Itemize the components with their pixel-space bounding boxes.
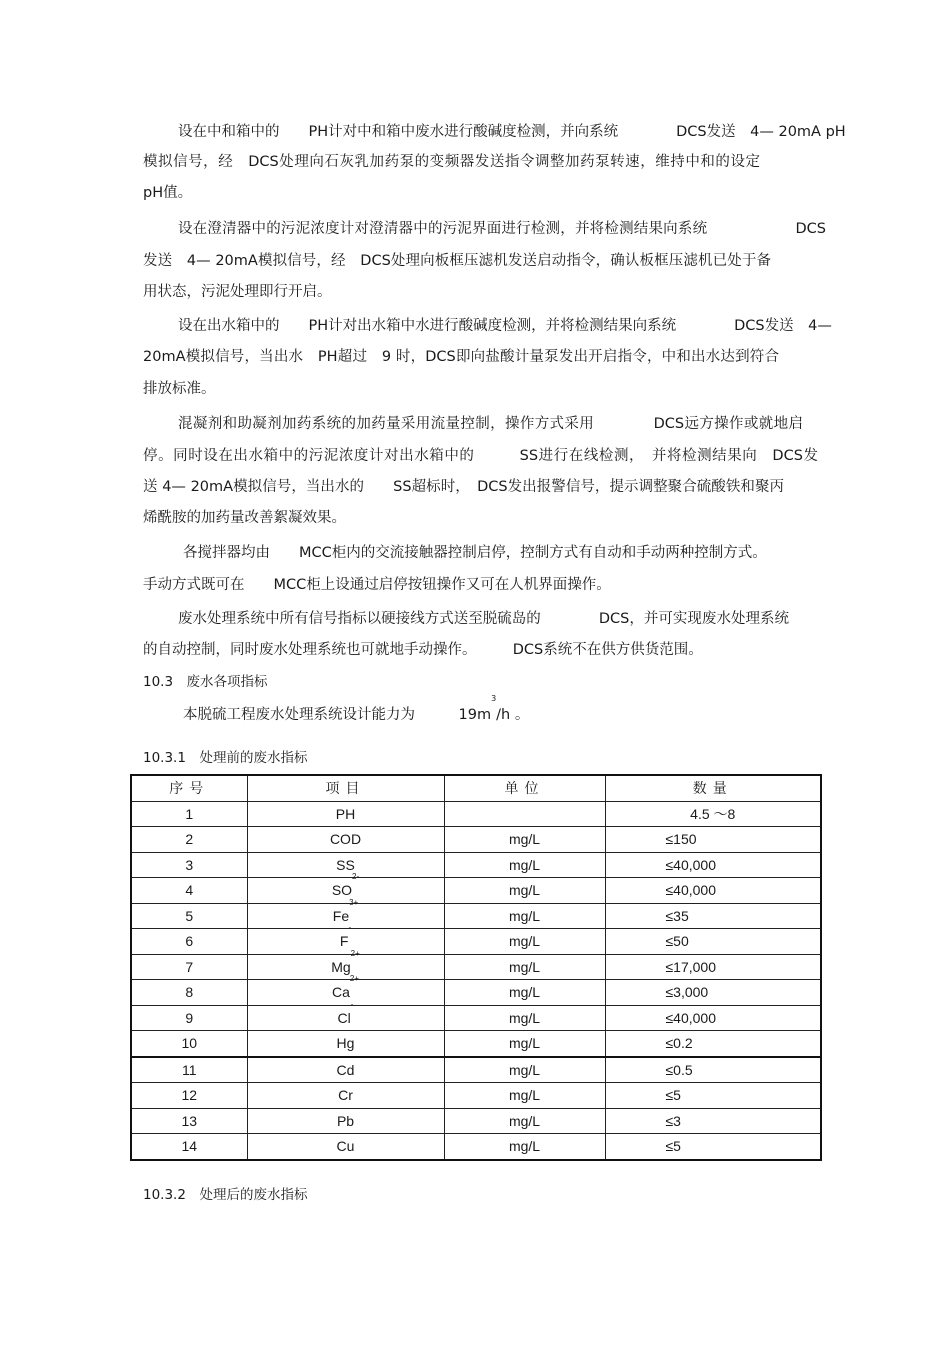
capacity-unit: /h 。 <box>496 707 530 723</box>
paragraph-2-line-3: 用状态，污泥处理即行开启。 <box>143 284 332 300</box>
cell-item <box>247 897 444 929</box>
cell-unit: mg/L <box>444 1108 605 1134</box>
table-row <box>131 903 821 929</box>
cell-no: 2 <box>131 827 247 853</box>
wastewater-indicator-table <box>130 774 822 1161</box>
cell-item <box>247 1108 444 1134</box>
cell-no: 3 <box>131 852 247 878</box>
cell-unit <box>444 801 605 827</box>
cell-no: 11 <box>131 1057 247 1083</box>
cell-qty: ≤40,000 <box>605 852 821 878</box>
item-charge: 2+ <box>350 948 360 958</box>
cell-qty: ≤17,000 <box>605 954 821 980</box>
table-row <box>131 1134 821 1160</box>
cell-item <box>247 1083 444 1109</box>
table-row <box>131 929 821 955</box>
header-item: 项目 <box>247 775 444 801</box>
cell-no: 8 <box>131 980 247 1006</box>
paragraph-4-line-4: 烯酰胺的加药量改善絮凝效果。 <box>143 510 346 526</box>
table-row <box>131 1005 821 1031</box>
cell-unit: mg/L <box>444 929 605 955</box>
item-charge: - <box>350 999 354 1009</box>
paragraph-4-line-2: 停。同时设在出水箱中的污泥浓度计对出水箱中的 SS进行在线检测， 并将检测结果向 DCS发 <box>143 448 818 464</box>
cell-unit: mg/L <box>444 1057 605 1083</box>
subsection-heading-1: 10.3.1 处理前的废水指标 <box>143 750 308 766</box>
section-heading: 10.3 废水各项指标 <box>143 674 268 690</box>
cell-no: 13 <box>131 1108 247 1134</box>
cell-item <box>247 801 444 827</box>
table-row <box>131 878 821 904</box>
cell-item <box>247 1057 444 1083</box>
cell-qty: ≤40,000 <box>605 1005 821 1031</box>
item-charge: 2+ <box>349 974 360 984</box>
table-row <box>131 801 821 827</box>
cell-unit: mg/L <box>444 1005 605 1031</box>
table-row <box>131 827 821 853</box>
table-row <box>131 1108 821 1134</box>
paragraph-1-line-2: 模拟信号，经 DCS处理向石灰乳加药泵的变频器发送指令调整加药泵转速，维持中和的设定 <box>143 154 760 170</box>
cell-qty: ≤50 <box>605 929 821 955</box>
item-charge: - <box>348 923 352 933</box>
cell-qty: ≤3,000 <box>605 980 821 1006</box>
item-charge: 2- <box>352 872 360 882</box>
cell-no: 6 <box>131 929 247 955</box>
cell-unit: mg/L <box>444 980 605 1006</box>
cell-no: 14 <box>131 1134 247 1160</box>
cell-item <box>247 948 444 980</box>
cell-item <box>247 923 444 955</box>
item-symbol: PH <box>335 805 356 822</box>
paragraph-4-line-3: 送 4— 20mA模拟信号，当出水的 SS超标时， DCS发出报警信号，提示调整聚合硫酸铁和聚丙 <box>143 479 784 495</box>
cell-no: 10 <box>131 1031 247 1057</box>
item-symbol: Cr <box>338 1087 353 1104</box>
cell-no: 5 <box>131 903 247 929</box>
subsection-heading-2: 10.3.2 处理后的废水指标 <box>143 1187 308 1203</box>
item-symbol: Ca <box>331 984 350 1001</box>
table-row <box>131 852 821 878</box>
cell-qty: ≤0.2 <box>605 1031 821 1057</box>
header-qty: 数量 <box>605 775 821 801</box>
item-symbol: COD <box>329 831 362 848</box>
cell-qty: ≤35 <box>605 903 821 929</box>
table-header-row <box>131 775 821 801</box>
cell-no: 1 <box>131 801 247 827</box>
paragraph-2-line-2: 发送 4— 20mA模拟信号，经 DCS处理向板框压滤机发送启动指令，确认板框压滤机已处于备 <box>143 253 771 269</box>
paragraph-3-line-3: 排放标准。 <box>143 381 216 397</box>
cell-qty: ≤0.5 <box>605 1057 821 1083</box>
paragraph-4-line-1: 混凝剂和助凝剂加药系统的加药量采用流量控制，操作方式采用 DCS远方操作或就地启 <box>178 416 803 432</box>
header-unit: 单位 <box>444 775 605 801</box>
paragraph-3-line-2: 20mA模拟信号，当出水 PH超过 9 时，DCS即向盐酸计量泵发出开启指令，中和出水达到符合 <box>143 349 779 365</box>
cell-no: 12 <box>131 1083 247 1109</box>
cell-qty: ≤3 <box>605 1108 821 1134</box>
item-symbol: Cl <box>337 1009 351 1026</box>
table-row <box>131 980 821 1006</box>
capacity-superscript: 3 <box>491 694 497 703</box>
cell-unit: mg/L <box>444 1083 605 1109</box>
paragraph-2-line-1: 设在澄清器中的污泥浓度计对澄清器中的污泥界面进行检测，并将检测结果向系统 DCS <box>178 221 826 237</box>
cell-unit: mg/L <box>444 852 605 878</box>
cell-qty: ≤5 <box>605 1083 821 1109</box>
paragraph-6-line-2: 的自动控制，同时废水处理系统也可就地手动操作。 DCS系统不在供方供货范围。 <box>143 642 703 658</box>
header-no: 序号 <box>131 775 247 801</box>
item-symbol: SO <box>331 882 353 899</box>
cell-unit: mg/L <box>444 903 605 929</box>
capacity-label: 本脱硫工程废水处理系统设计能力为 19m <box>183 707 492 723</box>
paragraph-1-line-3: pH值。 <box>143 185 193 201</box>
item-symbol: Fe <box>332 907 350 924</box>
cell-item <box>247 1134 444 1160</box>
cell-unit: mg/L <box>444 878 605 904</box>
cell-no: 4 <box>131 878 247 904</box>
cell-no: 7 <box>131 954 247 980</box>
paragraph-5-line-2: 手动方式既可在 MCC柜上设通过启停按钮操作又可在人机界面操作。 <box>143 577 611 593</box>
cell-no: 9 <box>131 1005 247 1031</box>
table-row <box>131 1031 821 1057</box>
item-charge: 3+ <box>349 897 359 907</box>
item-symbol: Cd <box>336 1061 355 1078</box>
item-symbol: Cu <box>336 1138 355 1155</box>
table-row <box>131 954 821 980</box>
paragraph-1-line-1: 设在中和箱中的 PH计对中和箱中废水进行酸碱度检测，并向系统 DCS发送 4— 20mA pH <box>178 124 846 140</box>
cell-qty: ≤5 <box>605 1134 821 1160</box>
cell-unit: mg/L <box>444 827 605 853</box>
item-symbol: Hg <box>336 1035 355 1052</box>
cell-item <box>247 999 444 1031</box>
paragraph-5-line-1: 各搅拌器均由 MCC柜内的交流接触器控制启停，控制方式有自动和手动两种控制方式。 <box>183 545 767 561</box>
item-symbol: SS <box>336 856 355 873</box>
item-symbol: Mg <box>331 958 351 975</box>
cell-item <box>247 1031 444 1057</box>
paragraph-3-line-1: 设在出水箱中的 PH计对出水箱中水进行酸碱度检测，并将检测结果向系统 DCS发送 4— <box>178 318 832 334</box>
cell-unit: mg/L <box>444 1134 605 1160</box>
cell-item <box>247 852 444 878</box>
cell-item <box>247 974 444 1006</box>
cell-unit: mg/L <box>444 1031 605 1057</box>
cell-qty: ≤150 <box>605 827 821 853</box>
table-row <box>131 1057 821 1083</box>
item-symbol: Pb <box>336 1112 355 1129</box>
table-row <box>131 1083 821 1109</box>
cell-item <box>247 872 444 904</box>
cell-qty: 4.5 ～8 <box>605 801 821 827</box>
capacity-text <box>183 694 583 726</box>
paragraph-6-line-1: 废水处理系统中所有信号指标以硬接线方式送至脱硫岛的 DCS，并可实现废水处理系统 <box>178 611 789 627</box>
cell-qty: ≤40,000 <box>605 878 821 904</box>
item-symbol: F <box>339 933 349 950</box>
cell-unit: mg/L <box>444 954 605 980</box>
cell-item <box>247 827 444 853</box>
